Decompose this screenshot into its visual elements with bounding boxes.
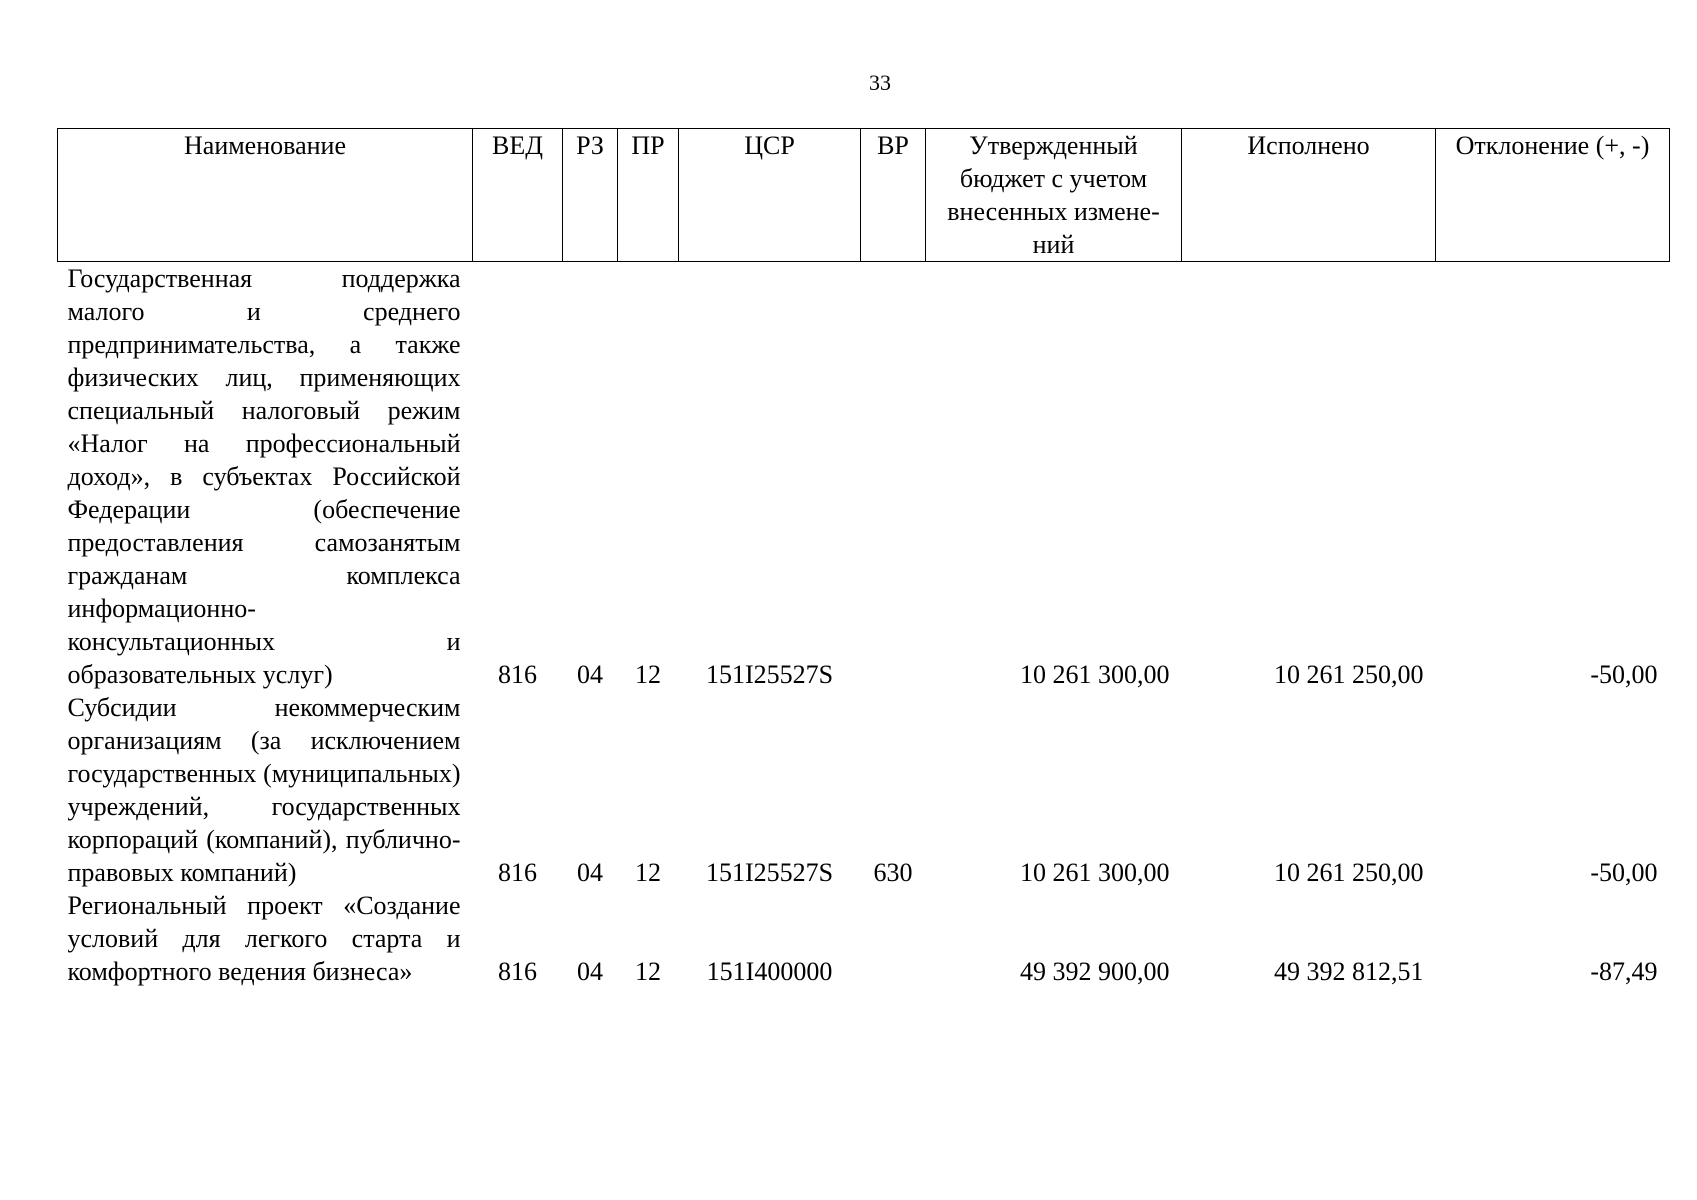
column-header-ved: ВЕД [473, 129, 563, 262]
column-header-budget: Утвержденный бюджет с учетом внесенных измене-ний [926, 129, 1182, 262]
column-header-rz: РЗ [563, 129, 618, 262]
column-header-name: Наименование [58, 129, 473, 262]
row-pr: 12 [635, 858, 661, 887]
row-budget: 49 392 900,00 [1020, 957, 1170, 986]
row-executed: 10 261 250,00 [1274, 858, 1424, 887]
row-ved: 816 [498, 660, 537, 689]
row-csr: 151I25527S [705, 858, 834, 887]
row-rz: 04 [577, 858, 603, 887]
row-ved: 816 [498, 858, 537, 887]
row-deviation: -87,49 [1590, 957, 1658, 986]
row-deviation: -50,00 [1590, 660, 1658, 689]
column-header-executed: Исполнено [1182, 129, 1436, 262]
row-name: Государственная поддержка малого и среднего предпринимательства, а также физических лиц, применяющих специальный налоговый режим «Налог на профессиональный доход», в субъектах Российской Федерации (обеспечение предоставления самозанятым гражданам комплекса информационно-консультационных и образовательных услуг) [67, 264, 461, 689]
table-row [58, 691, 1670, 889]
column-header-vr: ВР [861, 129, 926, 262]
row-csr: 151I25527S [705, 660, 834, 689]
row-vr: 630 [873, 858, 913, 887]
row-vr [861, 262, 926, 692]
row-budget: 10 261 300,00 [1020, 660, 1170, 689]
table-row [58, 262, 1670, 692]
table-header [58, 129, 1670, 262]
row-rz: 04 [577, 957, 603, 986]
budget-execution-table [57, 128, 1670, 988]
row-ved: 816 [498, 957, 537, 986]
page-number: 33 [869, 70, 891, 95]
table-row [58, 889, 1670, 988]
row-vr [861, 889, 926, 988]
row-name: Субсидии некоммерческим организациям (за исключением государственных (муниципальных) учреждений, государственных корпораций (компаний), публично-правовых компаний) [67, 693, 461, 887]
row-deviation: -50,00 [1590, 858, 1658, 887]
row-budget: 10 261 300,00 [1020, 858, 1170, 887]
row-executed: 49 392 812,51 [1274, 957, 1424, 986]
column-header-csr: ЦСР [679, 129, 861, 262]
column-header-deviation: Отклонение (+, -) [1436, 129, 1670, 262]
row-pr: 12 [635, 660, 661, 689]
column-header-pr: ПР [618, 129, 679, 262]
row-name: Региональный проект «Создание условий для легкого старта и комфортного ведения бизнеса» [67, 891, 461, 986]
row-executed: 10 261 250,00 [1274, 660, 1424, 689]
row-rz: 04 [577, 660, 603, 689]
row-csr: 151I400000 [706, 957, 833, 986]
row-pr: 12 [635, 957, 661, 986]
